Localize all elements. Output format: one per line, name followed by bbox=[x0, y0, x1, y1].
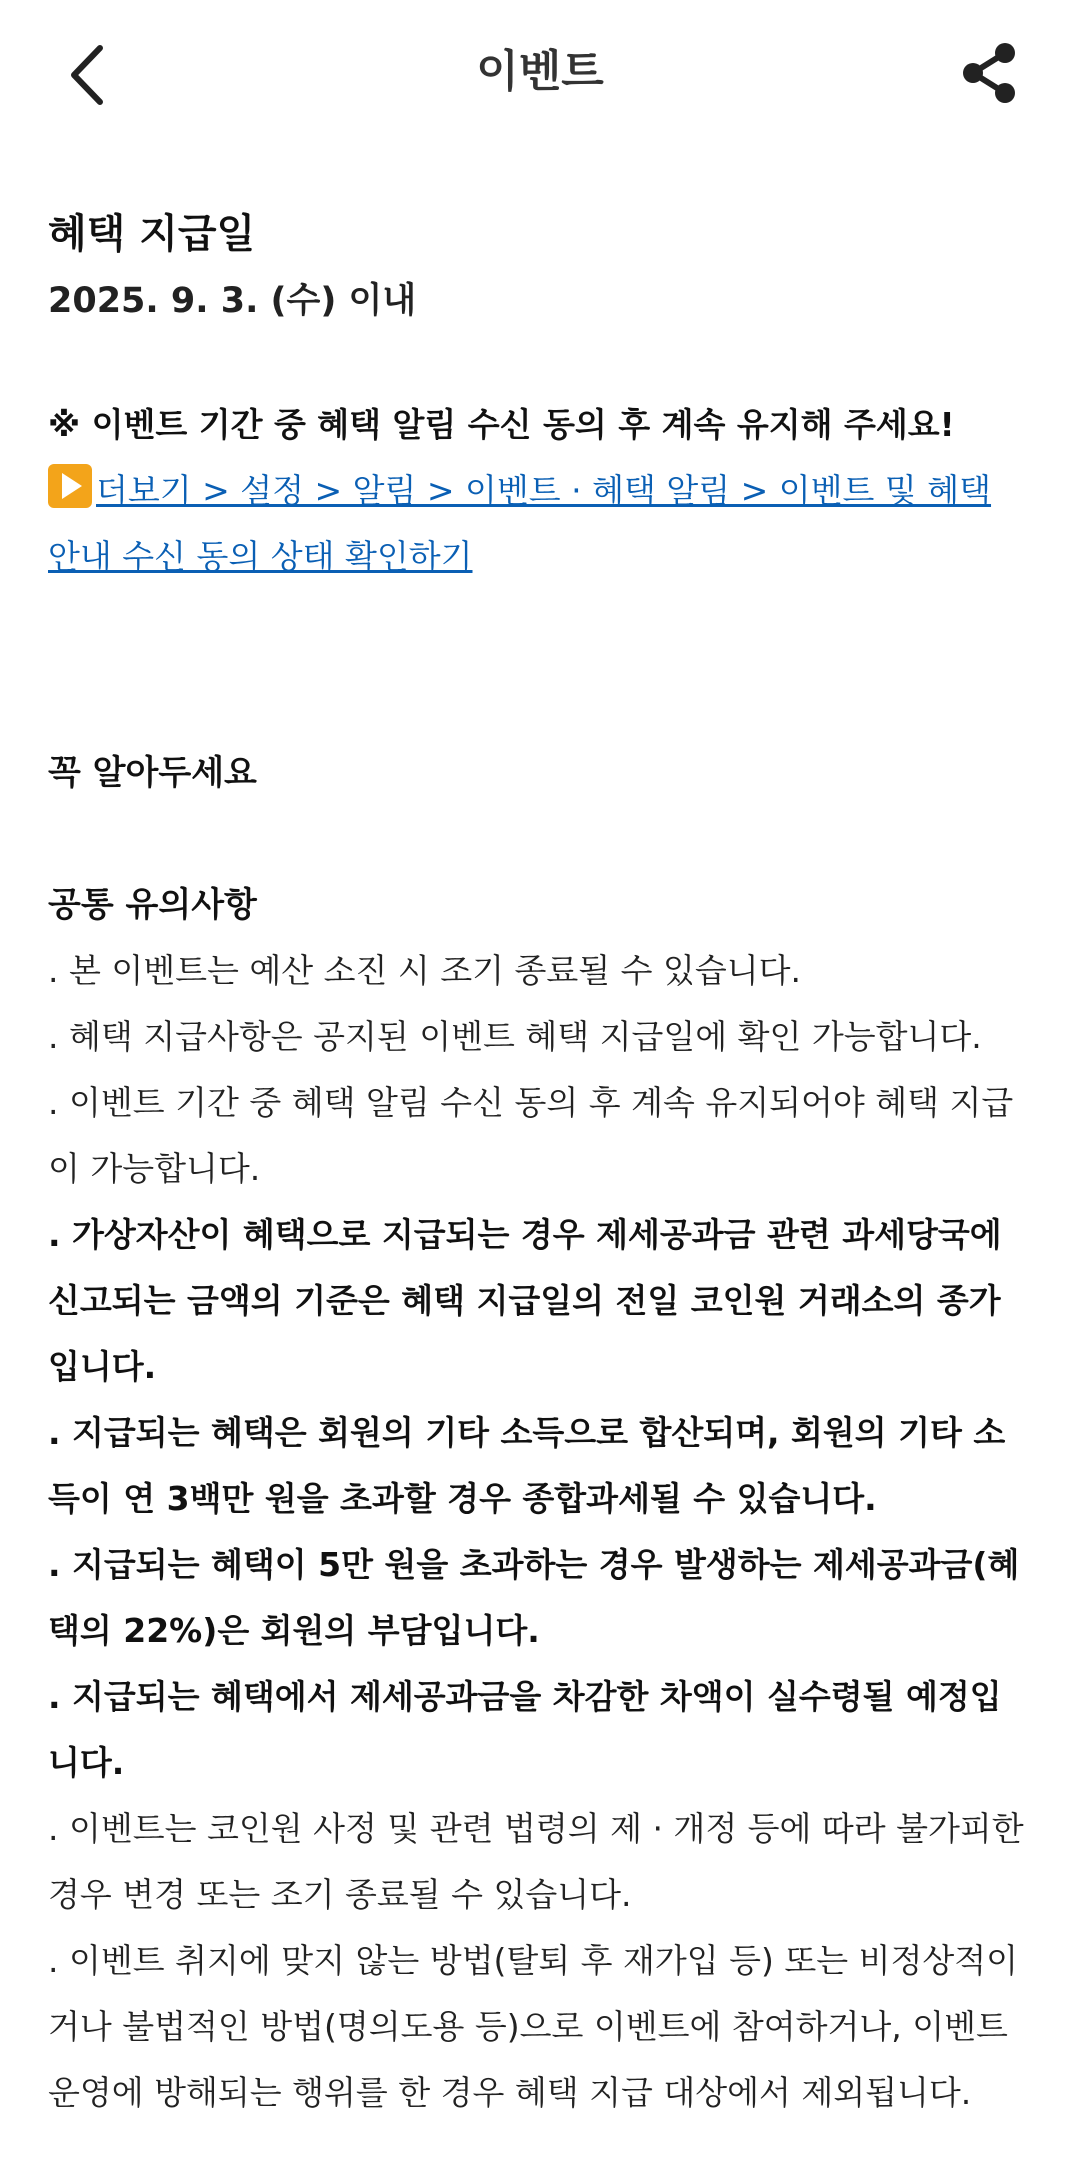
note-item: . 지급되는 혜택이 5만 원을 초과하는 경우 발생하는 제세공과금(혜택의 22%)은 회원의 부담입니다. bbox=[48, 1545, 1020, 1650]
event-content bbox=[0, 150, 1080, 2126]
must-know-heading: 꼭 알아두세요 bbox=[48, 753, 257, 793]
note-item: . 혜택 지급사항은 공지된 이벤트 혜택 지급일에 확인 가능합니다. bbox=[48, 1017, 982, 1056]
note-item: . 이벤트는 코인원 사정 및 관련 법령의 제 · 개정 등에 따라 불가피한 경우 변경 또는 조기 종료될 수 있습니다. bbox=[48, 1809, 1024, 1914]
play-button-icon bbox=[48, 464, 92, 508]
app-header bbox=[0, 0, 1080, 150]
common-notes-heading: 공통 유의사항 bbox=[48, 885, 257, 925]
share-icon bbox=[956, 40, 1022, 106]
note-item: . 이벤트 기간 중 혜택 알림 수신 동의 후 계속 유지되어야 혜택 지급이 가능합니다. bbox=[48, 1083, 1014, 1188]
benefit-date: 2025. 9. 3. (수) 이내 bbox=[48, 281, 417, 321]
benefit-heading: 혜택 지급일 bbox=[48, 211, 256, 257]
note-item: . 지급되는 혜택에서 제세공과금을 차감한 차액이 실수령될 예정입니다. bbox=[48, 1677, 1002, 1782]
note-item: . 본 이벤트는 예산 소진 시 조기 종료될 수 있습니다. bbox=[48, 951, 801, 990]
note-item: . 이벤트 취지에 맞지 않는 방법(탈퇴 후 재가입 등) 또는 비정상적이거나 불법적인 방법(명의도용 등)으로 이벤트에 참여하거나, 이벤트 운영에 방해되는 행위를 한 경우 혜택 지급 대상에서 제외됩니다. bbox=[48, 1941, 1018, 2112]
note-item: . 가상자산이 혜택으로 지급되는 경우 제세공과금 관련 과세당국에 신고되는 금액의 기준은 혜택 지급일의 전일 코인원 거래소의 종가입니다. bbox=[48, 1215, 1002, 1386]
settings-guide bbox=[48, 458, 1032, 590]
notification-notice: ※ 이벤트 기간 중 혜택 알림 수신 동의 후 계속 유지해 주세요! bbox=[48, 405, 955, 444]
page-title: 이벤트 bbox=[476, 46, 604, 97]
share-button[interactable] bbox=[956, 40, 1022, 106]
note-item: . 지급되는 혜택은 회원의 기타 소득으로 합산되며, 회원의 기타 소득이 연 3백만 원을 초과할 경우 종합과세될 수 있습니다. bbox=[48, 1413, 1006, 1518]
settings-guide-link[interactable]: 더보기 > 설정 > 알림 > 이벤트 · 혜택 알림 > 이벤트 및 혜택 안내 수신 동의 상태 확인하기 bbox=[48, 471, 992, 576]
